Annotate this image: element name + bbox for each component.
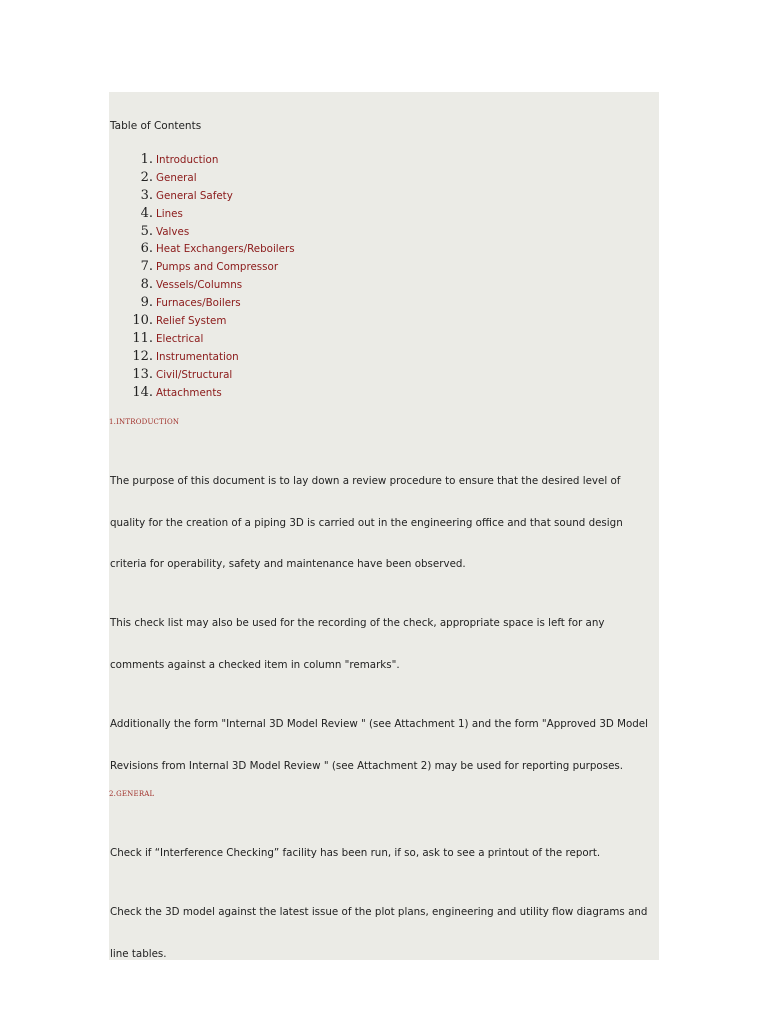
toc-link-electrical[interactable]: Electrical [156,332,204,345]
intro-paragraph-line: The purpose of this document is to lay down a review procedure to ensure that the desired level of [110,475,621,487]
general-paragraph-line: line tables. [110,948,167,960]
general-paragraph-line: Check the 3D model against the latest issue of the plot plans, engineering and utility flow diagrams and [110,906,648,918]
toc-link-civil-structural[interactable]: Civil/Structural [156,368,233,381]
toc-link-attachments[interactable]: Attachments [156,386,222,399]
toc-link-relief-system[interactable]: Relief System [156,315,227,328]
section-heading-general: 2.GENERAL [109,790,155,798]
document-page [109,92,659,960]
toc-number: 1. [140,152,153,167]
intro-paragraph-line: Revisions from Internal 3D Model Review " (see Attachment 2) may be used for reporting purposes. [110,760,624,772]
general-paragraph-line: Check if “Interference Checking” facility has been run, if so, ask to see a printout of the report. [110,847,601,859]
toc-link-general[interactable]: General [156,171,197,184]
intro-paragraph-line: quality for the creation of a piping 3D is carried out in the engineering office and that sound design [110,517,623,529]
toc-number: 11. [132,330,153,346]
toc-link-pumps[interactable]: Pumps and Compressor [156,261,279,274]
toc-number: 13. [132,366,153,382]
toc-link-heat-exchangers[interactable]: Heat Exchangers/Reboilers [156,243,295,256]
toc-link-instrumentation[interactable]: Instrumentation [156,350,239,363]
toc-number: 3. [140,187,153,203]
toc-number: 4. [140,205,153,221]
intro-paragraph-line: comments against a checked item in column "remarks". [110,659,400,671]
intro-paragraph-line: This check list may also be used for the recording of the check, appropriate space is left for any [110,617,605,629]
toc-link-general-safety[interactable]: General Safety [156,189,233,202]
toc-link-valves[interactable]: Valves [156,225,190,238]
toc-number: 8. [140,277,153,293]
intro-paragraph-line: Additionally the form "Internal 3D Model Review " (see Attachment 1) and the form "Approved 3D Model [110,718,648,730]
toc-number: 2. [140,169,153,185]
toc-number: 6. [140,241,153,257]
toc-link-vessels[interactable]: Vessels/Columns [156,279,243,292]
toc-number: 10. [132,313,153,329]
toc-link-lines[interactable]: Lines [156,207,183,220]
toc-number: 9. [140,295,153,311]
toc-title: Table of Contents [110,120,202,132]
intro-paragraph-line: criteria for operability, safety and maintenance have been observed. [110,558,466,570]
toc-number: 14. [132,384,153,400]
toc-number: 12. [132,348,153,364]
toc-number: 5. [140,223,153,239]
toc-link-furnaces[interactable]: Furnaces/Boilers [156,297,241,310]
toc-number: 7. [140,259,153,275]
toc-link-introduction[interactable]: Introduction [156,154,219,166]
section-heading-introduction: 1.INTRODUCTION [109,418,180,426]
